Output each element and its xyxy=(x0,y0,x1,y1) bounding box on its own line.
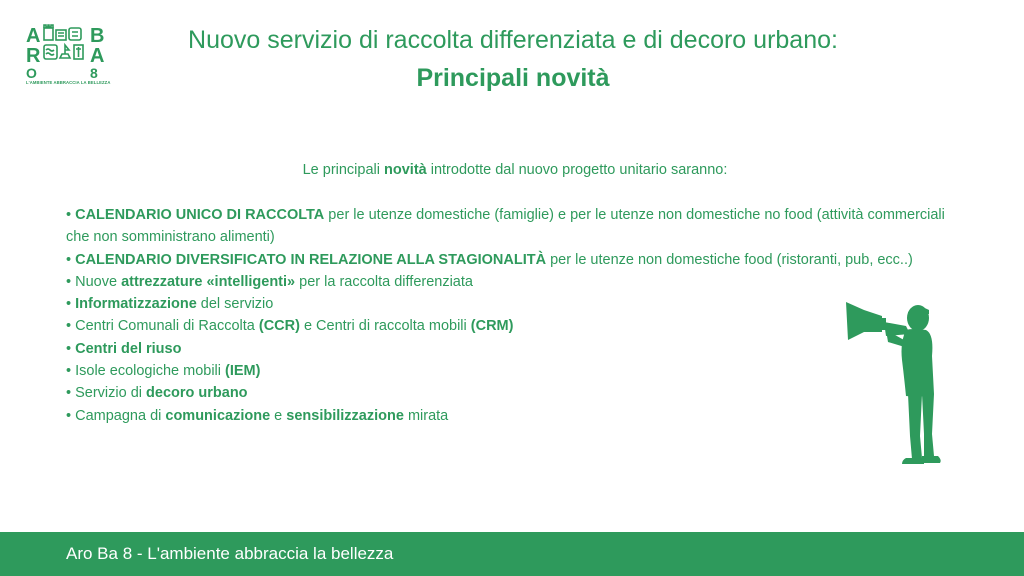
list-item-bold-text: (IEM) xyxy=(225,363,261,380)
list-item-text: e Centri di raccolta mobili xyxy=(299,318,471,335)
list-item-text: per le utenze domestiche (famiglie) e per le utenze non domestiche no food (attività commerciali che non somministrano alimenti) xyxy=(66,207,945,246)
list-item-text: Servizio di xyxy=(75,385,147,402)
list-item-text: del servizio xyxy=(196,296,274,313)
novita-list-item xyxy=(66,249,956,271)
list-item-bold-text: Informatizzazione xyxy=(75,296,197,313)
novita-list-item xyxy=(66,271,956,293)
list-item-bold-text: sensibilizzazione xyxy=(286,407,404,424)
logo-letter-o: O xyxy=(26,65,37,81)
list-item-bold-text: CALENDARIO UNICO DI RACCOLTA xyxy=(75,207,325,223)
list-item-text: Nuove xyxy=(75,273,122,290)
footer-text: Aro Ba 8 - L'ambiente abbraccia la bellezza xyxy=(66,544,394,563)
logo-emblem-icon xyxy=(26,22,108,80)
list-item-text: per le utenze non domestiche food (ristoranti, pub, ecc..) xyxy=(546,251,913,268)
novita-list-item xyxy=(66,338,956,360)
logo-letter-b: B xyxy=(90,25,105,47)
logo-letter-a1: A xyxy=(26,25,41,47)
novita-list-item xyxy=(66,405,956,427)
list-item-text: e xyxy=(270,407,287,424)
page-subtitle: Principali novità xyxy=(416,64,610,92)
intro-before: Le principali xyxy=(302,162,385,178)
logo-letters xyxy=(26,22,108,81)
footer-bar xyxy=(0,532,1024,576)
aro-ba8-logo xyxy=(26,22,111,92)
intro-after: introdotte dal nuovo progetto unitario saranno: xyxy=(426,162,728,178)
novita-list-item xyxy=(66,315,956,337)
novita-list-item xyxy=(66,293,956,315)
logo-letter-a2: A xyxy=(90,45,105,67)
logo-letter-8: 8 xyxy=(90,65,98,81)
list-item-bold-text: Centri del riuso xyxy=(75,340,182,357)
intro-bold: novità xyxy=(384,162,427,178)
logo-tagline: L'AMBIENTE ABBRACCIA LA BELLEZZA xyxy=(26,80,111,85)
list-item-text: Isole ecologiche mobili xyxy=(75,363,226,380)
list-item-bold-text: (CCR) xyxy=(258,318,300,335)
page-title: Nuovo servizio di raccolta differenziata e di decoro urbano: xyxy=(188,26,838,54)
logo-letter-r: R xyxy=(26,45,41,67)
list-item-text: Centri Comunali di Raccolta xyxy=(75,318,259,335)
novita-list-item xyxy=(66,382,956,404)
list-item-bold-text: decoro urbano xyxy=(146,385,248,402)
novita-list-item xyxy=(66,204,956,249)
list-item-text: Campagna di xyxy=(75,407,166,424)
list-item-bold-text: CALENDARIO DIVERSIFICATO IN RELAZIONE ALLA STAGIONALITÀ xyxy=(75,251,547,268)
novita-list xyxy=(66,204,956,427)
list-item-text: mirata xyxy=(403,407,449,424)
megaphone-man-icon xyxy=(842,296,954,468)
list-item-bold-text: attrezzature «intelligenti» xyxy=(121,273,296,290)
novita-list-item xyxy=(66,360,956,382)
intro-text xyxy=(60,160,970,180)
list-item-bold-text: comunicazione xyxy=(165,407,271,424)
list-item-bold-text: (CRM) xyxy=(470,318,514,335)
list-item-text: per la raccolta differenziata xyxy=(295,273,473,290)
